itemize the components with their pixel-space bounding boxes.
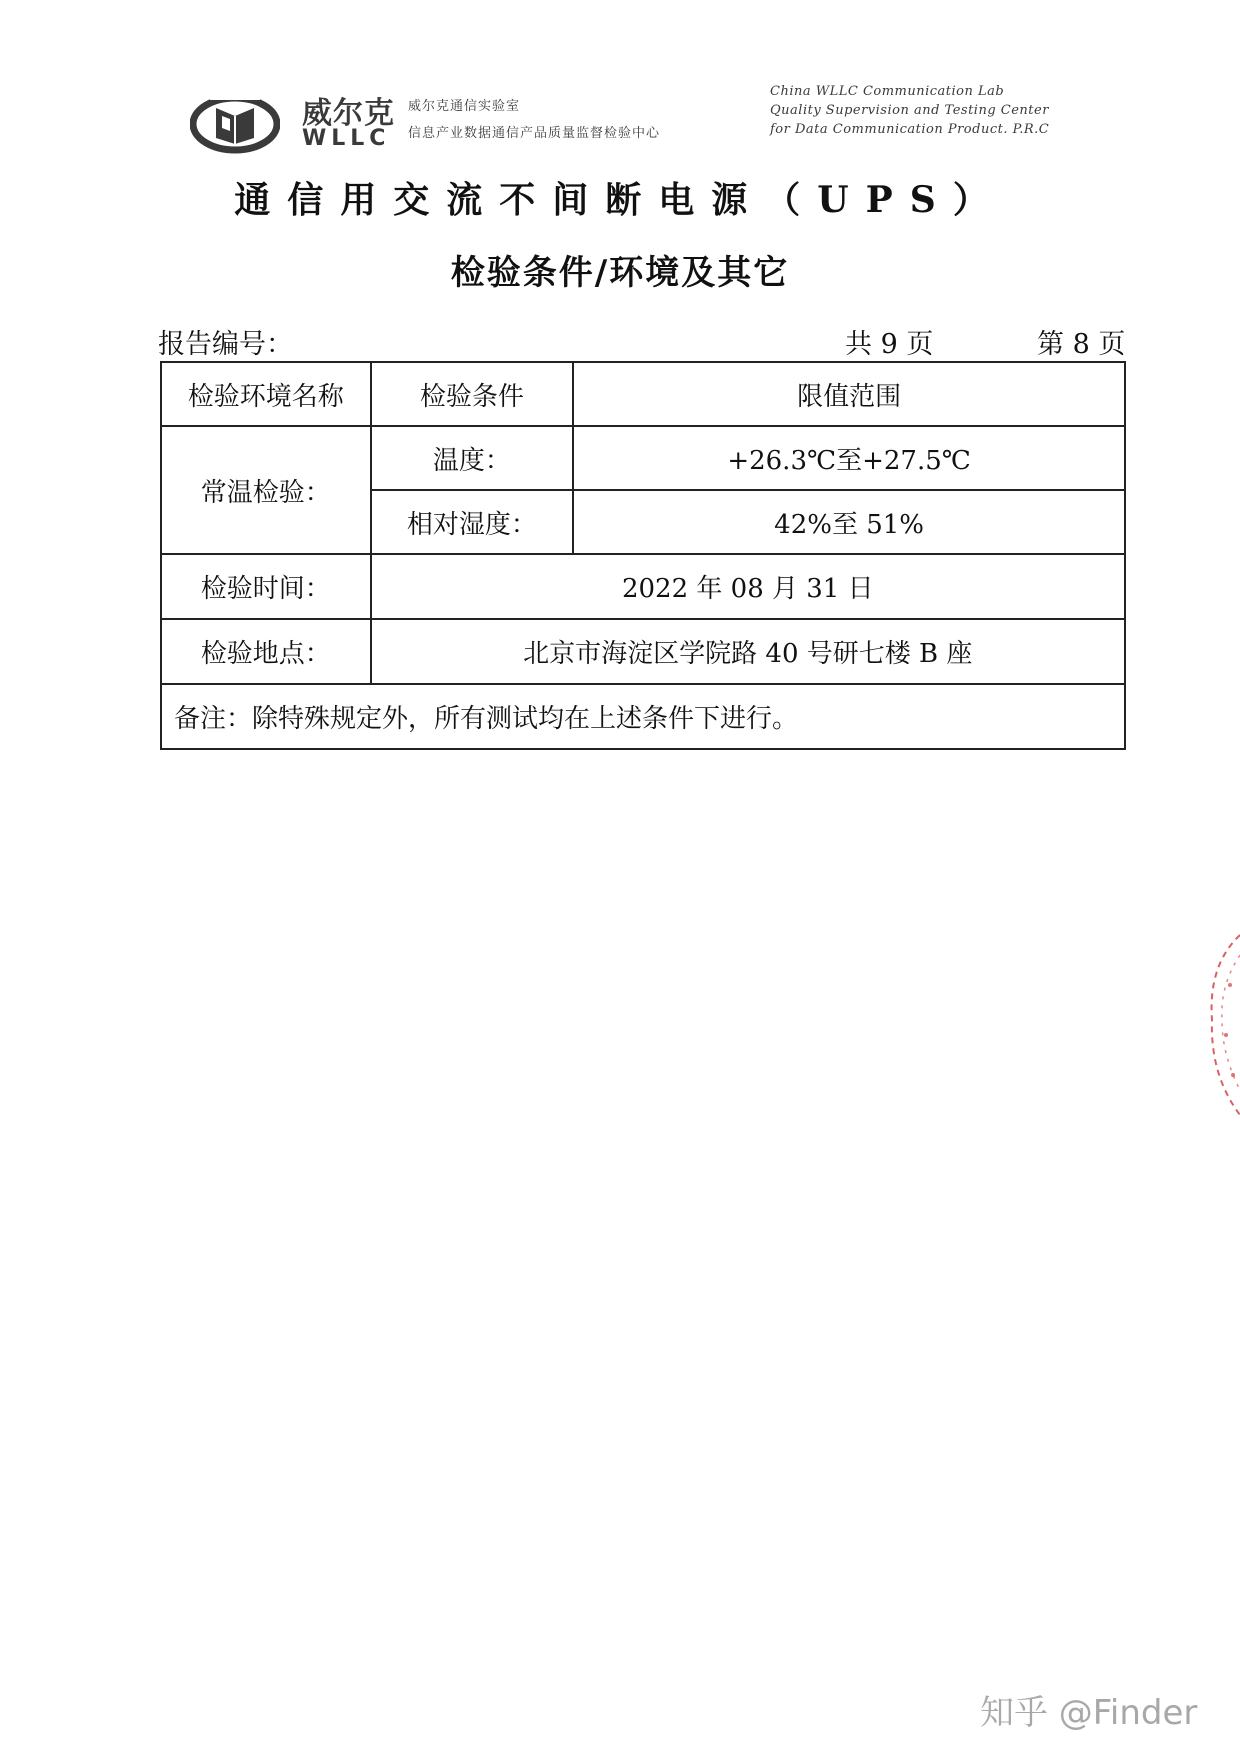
humidity-range: 42%至 51% <box>573 490 1125 554</box>
table-row-temperature <box>161 426 1125 490</box>
temperature-label: 温度： <box>371 426 574 490</box>
watermark: 知乎 @Finder <box>980 1693 1198 1733</box>
inspection-conditions-table <box>160 361 1126 750</box>
header-condition: 检验条件 <box>371 362 574 426</box>
seal-stamp-icon <box>1200 925 1240 1125</box>
humidity-label: 相对湿度： <box>371 490 574 554</box>
inspection-place-value: 北京市海淀区学院路 40 号研七楼 B 座 <box>371 619 1125 684</box>
brand-name-cn: 威尔克 <box>302 96 395 131</box>
brand-name-en: WLLC <box>302 126 391 151</box>
table-header-row <box>161 362 1125 426</box>
header-env-name: 检验环境名称 <box>161 362 371 426</box>
inspection-time-label: 检验时间： <box>161 554 371 619</box>
total-pages: 共 9 页 <box>845 329 934 360</box>
lab-name-cn: 威尔克通信实验室 <box>408 99 521 114</box>
temperature-range: +26.3℃至+27.5℃ <box>573 426 1125 490</box>
table-row-note <box>161 684 1125 749</box>
note-text: 备注：除特殊规定外，所有测试均在上述条件下进行。 <box>161 684 1125 749</box>
lab-name-en-line-2: Quality Supervision and Testing Center <box>770 103 1049 118</box>
report-number-label: 报告编号： <box>158 329 293 360</box>
lab-name-en-line-3: for Data Communication Product. P.R.C <box>770 122 1050 137</box>
table-row-time <box>161 554 1125 619</box>
page-number: 第 8 页 <box>1037 329 1126 360</box>
table-row-place <box>161 619 1125 684</box>
header-range: 限值范围 <box>573 362 1125 426</box>
inspection-place-label: 检验地点： <box>161 619 371 684</box>
document-title: 通信用交流不间断电源（UPS） <box>234 179 1006 221</box>
document-subtitle: 检验条件/环境及其它 <box>450 253 790 293</box>
lab-name-en-line-1: China WLLC Communication Lab <box>770 84 1005 99</box>
letterhead <box>190 82 1070 162</box>
lab-name-en <box>770 82 1049 139</box>
normal-temp-label: 常温检验： <box>161 426 371 554</box>
inspection-time-value: 2022 年 08 月 31 日 <box>371 554 1125 619</box>
center-name-cn: 信息产业数据通信产品质量监督检验中心 <box>408 126 661 141</box>
wllc-logo-icon <box>190 86 280 156</box>
